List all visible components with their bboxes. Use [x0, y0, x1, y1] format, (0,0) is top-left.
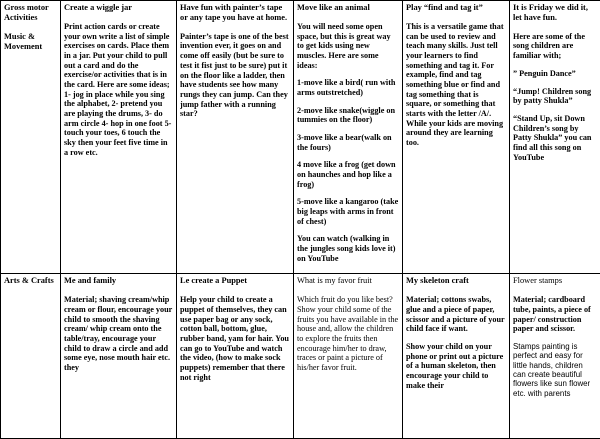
activity-text: 2-move like snake(wiggle on tummies on the floor) [297, 106, 399, 125]
activity-text: 5-move like a kangaroo (take big leaps with arms in front of chest) [297, 197, 399, 226]
activity-text: You can watch (walking in the jungles song kids love it) on YouTube [297, 234, 399, 263]
activity-cell [294, 1, 403, 274]
activity-text: This is a versatile game that can be used to review and teach many skills. Just tell your learners to find something and tag it. For example, find and tag something blue or find and tag something that is square, or something that starts with the letter /A/. While your kids are moving around they are learning too. [406, 22, 506, 148]
activity-title: My skeleton craft [406, 276, 506, 286]
activity-title: What is my favor fruit [297, 276, 399, 286]
subject-label: Music & Movement [4, 32, 57, 52]
activity-text: 1-move like a bird( run with arms outstretched) [297, 78, 399, 97]
activity-text: “Jump! Children song by patty Shukla” [513, 87, 597, 106]
activity-text: ” Penguin Dance” [513, 69, 597, 79]
activity-title: Have fun with painter’s tape or any tape you have at home. [180, 3, 290, 23]
activity-text: Here are some of the song children are familiar with; [513, 32, 597, 61]
activity-text: “Stand Up, sit Down Children’s song by Patty Shukla” you can find all this song on YouTube [513, 114, 597, 162]
activity-cell [294, 274, 403, 439]
activity-text: Material; cottons swabs, glue and a piece of paper, scissor and a picture of your child face if want. [406, 295, 506, 334]
activity-title: Create a wiggle jar [64, 3, 173, 13]
activity-text: Material; cardboard tube, paints, a piece of paper/ construction paper and scissor. [513, 295, 597, 334]
activity-title: It is Friday we did it, let have fun. [513, 3, 597, 23]
activity-cell [403, 274, 510, 439]
activity-cell [510, 1, 600, 274]
activity-text: 4 move like a frog (get down on haunches and hop like a frog) [297, 160, 399, 189]
activity-title: Flower stamps [513, 276, 597, 286]
subject-label: Arts & Crafts [4, 276, 57, 286]
activity-text: Which fruit do you like best? Show your child some of the fruits you have available in the house and, allow the children to explore the fruits then encourage him/her to draw, traces or paint a picture of his/her favor fruit. [297, 295, 399, 372]
table-row-gross-motor [1, 1, 600, 274]
activity-text: Material; shaving cream/whip cream or flour, encourage your child to smooth the shaving cream/ whip cream onto the table/tray, encourage your child to draw a circle and add some eye, nose mouth hair etc. they [64, 295, 173, 372]
activity-cell [61, 1, 177, 274]
subject-cell-arts-crafts [1, 274, 61, 439]
activity-text: Help your child to create a puppet of themselves, they can use paper bag or any sock, cotton ball, bottom, glue, rubber band, yam for hair. You can go to YouTube and watch the video, (how to make sock puppets) remember that there not right [180, 295, 290, 382]
activity-title: Le create a Puppet [180, 276, 290, 286]
activity-text: Print action cards or create your own write a list of simple exercises on cards. Place them in a jar. Put your child to pull out a card and do the exercise/or activities that is in the card. Here are some ideas; 1- jog in place while you sing the alphabet, 2- pretend you are playing the drums, 3- do arm circle 4- hop in one foot 5- touch your toes, 6 touch the sky then your feet five time in a row etc. [64, 22, 173, 157]
activity-text: Show your child on your phone or print out a picture of a human skeleton, then encourage your child to make their [406, 342, 506, 390]
table-row-arts-crafts [1, 274, 600, 439]
subject-cell-gross-motor [1, 1, 61, 274]
activity-cell [177, 1, 294, 274]
activity-cell [61, 274, 177, 439]
subject-label: Gross motor Activities [4, 3, 57, 23]
activity-title: Move like an animal [297, 3, 399, 13]
activity-text: 3-move like a bear(walk on the fours) [297, 133, 399, 152]
activity-text: Stamps painting is perfect and easy for little hands, children can create beautiful flowers like sun flower etc. with parents [513, 342, 597, 398]
activity-text: Painter’s tape is one of the best invention ever, it goes on and come off easily (but be sure to test it fist just to be sure) put it on the floor like a ladder, then have students see how many rungs they can jump. Can they jump father with a running star? [180, 32, 290, 119]
activity-title: Play “find and tag it” [406, 3, 506, 13]
activity-cell [403, 1, 510, 274]
activity-title: Me and family [64, 276, 173, 286]
activity-cell [177, 274, 294, 439]
activity-text: You will need some open space, but this is great way to get kids using new muscles. Here are some ideas: [297, 22, 399, 70]
activity-cell [510, 274, 600, 439]
